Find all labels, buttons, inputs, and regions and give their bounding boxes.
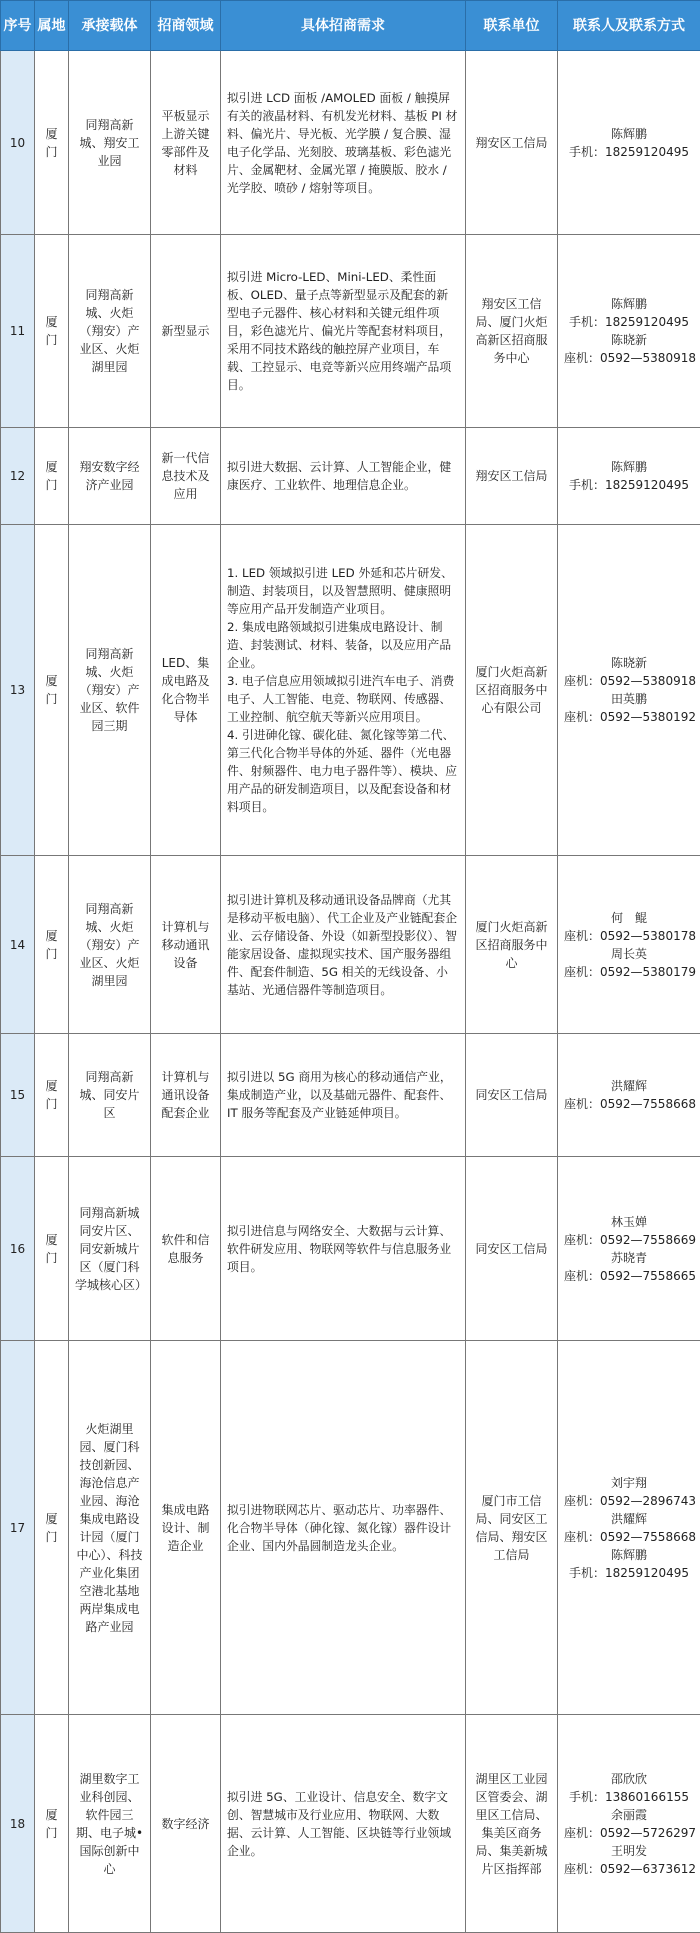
table-row [1, 1715, 700, 1933]
row-contact [558, 1157, 700, 1341]
contact-name: 苏晓青 [610, 1250, 647, 1265]
row-requirement: 拟引进以 5G 商用为核心的移动通信产业，集成制造产业，以及基础元器件、配套件、IT 服务等配套及产业链延伸项目。 [221, 1034, 466, 1157]
row-carrier: 同翔高新城、火炬（翔安）产业区、软件园三期 [69, 525, 151, 856]
header-unit: 联系单位 [466, 1, 558, 51]
header-req: 具体招商需求 [221, 1, 466, 51]
contact-name: 陈晓新 [610, 656, 647, 670]
row-number: 18 [1, 1715, 35, 1933]
row-unit: 翔安区工信局、厦门火炬高新区招商服务中心 [466, 235, 558, 428]
header-loc: 属地 [35, 1, 69, 51]
contact-name: 陈辉鹏 [610, 1547, 647, 1562]
row-number: 14 [1, 856, 35, 1034]
row-carrier: 同翔高新城、同安片区 [69, 1034, 151, 1157]
table-row [1, 51, 700, 235]
row-field: LED、集成电路及化合物半导体 [151, 525, 221, 856]
row-number: 16 [1, 1157, 35, 1341]
row-unit: 湖里区工业园区管委会、湖里区工信局、集美区商务局、集美新城片区指挥部 [466, 1715, 558, 1933]
row-unit: 厦门火炬高新区招商服务中心有限公司 [466, 525, 558, 856]
contact-phone: 手机：13860166155 [569, 1789, 689, 1804]
row-field: 集成电路设计、制造企业 [151, 1341, 221, 1715]
row-requirement: 拟引进物联网芯片、驱动芯片、功率器件、化合物半导体（砷化镓、氮化镓）器件设计企业、国内外晶圆制造龙头企业。 [221, 1341, 466, 1715]
row-carrier: 翔安数字经济产业园 [69, 428, 151, 525]
row-requirement: 拟引进计算机及移动通讯设备品牌商（尤其是移动平板电脑）、代工企业及产业链配套企业、云存储设备、外设（如新型投影仪）、智能家居设备、虚拟现实技术、国产服务器组件、配套件制造、5G 相关的无线设备、小基站、光通信器件等制造项目。 [221, 856, 466, 1034]
requirement-item: 3. 电子信息应用领域拟引进汽车电子、消费电子、人工智能、电竞、物联网、传感器、工业控制、航空航天等新兴应用项目。 [227, 674, 455, 724]
header-no: 序号 [1, 1, 35, 51]
header-contact: 联系人及联系方式 [558, 1, 700, 51]
requirement-item: 2. 集成电路领域拟引进集成电路设计、制造、封装测试、材料、装备，以及应用产品企业。 [227, 620, 452, 670]
row-field: 计算机与通讯设备配套企业 [151, 1034, 221, 1157]
table-row [1, 428, 700, 525]
row-location: 厦门 [35, 1034, 69, 1157]
table-row [1, 525, 700, 856]
row-contact [558, 1341, 700, 1715]
row-location: 厦门 [35, 1715, 69, 1933]
requirement-item: 1. LED 领域拟引进 LED 外延和芯片研发、制造、封装项目，以及智慧照明、健康照明等应用产品开发制造产业项目。 [227, 566, 453, 616]
row-location: 厦门 [35, 856, 69, 1034]
contact-phone: 座机：0592—5726297 [564, 1825, 696, 1840]
contact-name: 何 鲲 [610, 910, 647, 925]
row-field: 数字经济 [151, 1715, 221, 1933]
row-contact [558, 428, 700, 525]
table-row [1, 1341, 700, 1715]
header-row [1, 1, 700, 51]
row-location: 厦门 [35, 1341, 69, 1715]
table-row [1, 1034, 700, 1157]
contact-phone: 座机：0592—5380179 [564, 964, 696, 979]
row-location: 厦门 [35, 51, 69, 235]
row-field: 软件和信息服务 [151, 1157, 221, 1341]
contact-name: 陈辉鹏 [610, 460, 647, 474]
contact-name: 陈辉鹏 [610, 297, 647, 311]
row-unit: 翔安区工信局 [466, 428, 558, 525]
row-unit: 厦门火炬高新区招商服务中心 [466, 856, 558, 1034]
row-requirement: 拟引进 LCD 面板 /AMOLED 面板 / 触摸屏有关的液晶材料、有机发光材料、基板 PI 材料、偏光片、导光板、光学膜 / 复合膜、湿电子化学品、光刻胶、玻璃基板、彩色滤光片、金属靶材、金属光罩 / 掩膜版、胶水 / 光学胶、喷砂 / 熔射等项目。 [221, 51, 466, 235]
row-unit: 同安区工信局 [466, 1034, 558, 1157]
contact-name: 田英鹏 [610, 692, 647, 706]
contact-name: 邵欣欣 [610, 1771, 647, 1786]
contact-phone: 座机：0592—7558668 [564, 1529, 696, 1544]
row-number: 15 [1, 1034, 35, 1157]
contact-name: 陈辉鹏 [610, 126, 647, 141]
row-field: 计算机与移动通讯设备 [151, 856, 221, 1034]
row-field: 新一代信息技术及应用 [151, 428, 221, 525]
row-carrier: 同翔高新城、火炬（翔安）产业区、火炬湖里园 [69, 235, 151, 428]
row-location: 厦门 [35, 525, 69, 856]
requirement-item: 4. 引进砷化镓、碳化硅、氮化镓等第二代、第三代化合物半导体的外延、器件（光电器件、射频器件、电力电子器件等）、模块、应用产品的研发制造项目，以及配套设备和材料项目。 [227, 728, 458, 814]
contact-name: 林玉婵 [610, 1214, 647, 1229]
contact-phone: 手机：18259120495 [569, 144, 689, 159]
contact-phone: 座机：0592—5380192 [564, 710, 696, 724]
table-row [1, 1157, 700, 1341]
contact-phone: 手机：18259120495 [569, 478, 689, 492]
row-contact [558, 525, 700, 856]
row-number: 13 [1, 525, 35, 856]
contact-phone: 手机：18259120495 [569, 315, 689, 329]
row-number: 10 [1, 51, 35, 235]
row-unit: 同安区工信局 [466, 1157, 558, 1341]
contact-phone: 座机：0592—5380178 [564, 928, 696, 943]
row-requirement: 拟引进信息与网络安全、大数据与云计算、软件研发应用、物联网等软件与信息服务业项目。 [221, 1157, 466, 1341]
contact-phone: 座机：0592—7558669 [564, 1232, 696, 1247]
row-carrier: 同翔高新城、翔安工业园 [69, 51, 151, 235]
contact-name: 周长英 [610, 946, 647, 961]
row-field: 平板显示上游关键零部件及材料 [151, 51, 221, 235]
contact-phone: 座机：0592—5380918 [564, 674, 696, 688]
row-carrier: 同翔高新城、火炬（翔安）产业区、火炬湖里园 [69, 856, 151, 1034]
header-carrier: 承接载体 [69, 1, 151, 51]
row-location: 厦门 [35, 428, 69, 525]
header-field: 招商领域 [151, 1, 221, 51]
contact-phone: 座机：0592—7558665 [564, 1268, 696, 1283]
row-unit: 厦门市工信局、同安区工信局、翔安区工信局 [466, 1341, 558, 1715]
contact-name: 陈晓新 [610, 333, 647, 347]
row-contact [558, 1034, 700, 1157]
contact-phone: 座机：0592—6373612 [564, 1861, 696, 1876]
contact-phone: 座机：0592—7558668 [564, 1097, 696, 1111]
row-number: 12 [1, 428, 35, 525]
contact-name: 洪耀辉 [610, 1079, 647, 1093]
contact-phone: 座机：0592—5380918 [564, 351, 696, 365]
row-requirement: 拟引进大数据、云计算、人工智能企业，健康医疗、工业软件、地理信息企业。 [221, 428, 466, 525]
row-unit: 翔安区工信局 [466, 51, 558, 235]
row-number: 17 [1, 1341, 35, 1715]
row-carrier: 同翔高新城同安片区、同安新城片区（厦门科学城核心区） [69, 1157, 151, 1341]
contact-name: 王明发 [610, 1843, 647, 1858]
row-contact [558, 51, 700, 235]
contact-name: 刘宇翔 [610, 1475, 647, 1490]
row-contact [558, 235, 700, 428]
row-contact [558, 856, 700, 1034]
row-carrier: 火炬湖里园、厦门科技创新园、海沧信息产业园、海沧集成电路设计园（厦门中心）、科技产业化集团空港北基地两岸集成电路产业园 [69, 1341, 151, 1715]
row-contact [558, 1715, 700, 1933]
row-number: 11 [1, 235, 35, 428]
table-row [1, 856, 700, 1034]
row-requirement: 拟引进 5G、工业设计、信息安全、数字文创、智慧城市及行业应用、物联网、大数据、云计算、人工智能、区块链等行业领域企业。 [221, 1715, 466, 1933]
contact-phone: 手机：18259120495 [569, 1565, 689, 1580]
row-requirement [221, 525, 466, 856]
contact-name: 余丽霞 [610, 1807, 647, 1822]
contact-name: 洪耀辉 [610, 1511, 647, 1526]
row-field: 新型显示 [151, 235, 221, 428]
table-row [1, 235, 700, 428]
contact-phone: 座机：0592—2896743 [564, 1493, 696, 1508]
row-location: 厦门 [35, 235, 69, 428]
row-carrier: 湖里数字工业科创园、软件园三期、电子城•国际创新中心 [69, 1715, 151, 1933]
row-requirement: 拟引进 Micro-LED、Mini-LED、柔性面板、OLED、量子点等新型显示及配套的新型电子元器件、核心材料和关键元组件项目，彩色滤光片、偏光片等配套材料项目，采用不同技术路线的触控屏产业项目，车载、工控显示、电竞等新兴应用终端产品项目。 [221, 235, 466, 428]
row-location: 厦门 [35, 1157, 69, 1341]
